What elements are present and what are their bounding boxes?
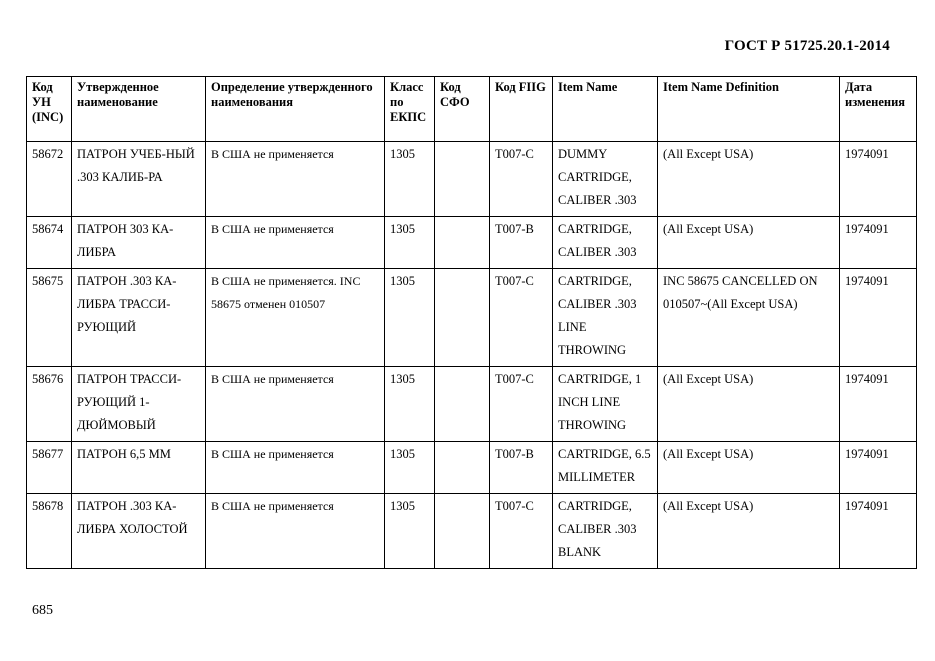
cell-item-name: CARTRIDGE, 1 INCH LINE THROWING xyxy=(553,367,658,442)
cell-class: 1305 xyxy=(385,269,435,367)
cell-sfo xyxy=(435,217,490,269)
cell-date: 1974091 xyxy=(840,442,917,494)
cell-date: 1974091 xyxy=(840,142,917,217)
cell-sfo xyxy=(435,494,490,569)
cell-item-definition: INC 58675 CANCELLED ON 010507~(All Except USA) xyxy=(658,269,840,367)
header-class-ekps: Класс по ЕКПС xyxy=(385,77,435,142)
cell-code: 58678 xyxy=(27,494,72,569)
cell-item-definition: (All Except USA) xyxy=(658,142,840,217)
cell-approved-name: ПАТРОН .303 КА-ЛИБРА ТРАССИ-РУЮЩИЙ xyxy=(72,269,206,367)
header-code-sfo: Код СФО xyxy=(435,77,490,142)
cell-code: 58675 xyxy=(27,269,72,367)
cell-approved-name: ПАТРОН .303 КА-ЛИБРА ХОЛОСТОЙ xyxy=(72,494,206,569)
cell-item-name: DUMMY CARTRIDGE, CALIBER .303 xyxy=(553,142,658,217)
cell-fiig: T007-C xyxy=(490,367,553,442)
cell-item-definition: (All Except USA) xyxy=(658,367,840,442)
cell-code: 58676 xyxy=(27,367,72,442)
cell-item-definition: (All Except USA) xyxy=(658,217,840,269)
cell-sfo xyxy=(435,442,490,494)
table-row xyxy=(27,269,917,367)
header-item-name: Item Name xyxy=(553,77,658,142)
page-number: 685 xyxy=(32,603,53,618)
cell-fiig: T007-C xyxy=(490,494,553,569)
cell-fiig: T007-B xyxy=(490,217,553,269)
cell-class: 1305 xyxy=(385,442,435,494)
cell-definition: В США не применяется xyxy=(206,442,385,494)
cell-definition: В США не применяется xyxy=(206,494,385,569)
cell-date: 1974091 xyxy=(840,217,917,269)
cell-date: 1974091 xyxy=(840,367,917,442)
cell-class: 1305 xyxy=(385,217,435,269)
header-approved-name: Утвержденное наименование xyxy=(72,77,206,142)
cell-code: 58672 xyxy=(27,142,72,217)
cell-item-name: CARTRIDGE, CALIBER .303 BLANK xyxy=(553,494,658,569)
cell-item-definition: (All Except USA) xyxy=(658,442,840,494)
cell-class: 1305 xyxy=(385,367,435,442)
cell-fiig: T007-C xyxy=(490,142,553,217)
table-header-row xyxy=(27,77,917,142)
header-definition: Определение утвержденного наименования xyxy=(206,77,385,142)
header-code-un: Код УН (INC) xyxy=(27,77,72,142)
table-row xyxy=(27,494,917,569)
cell-sfo xyxy=(435,142,490,217)
cell-approved-name: ПАТРОН 303 КА-ЛИБРА xyxy=(72,217,206,269)
cell-class: 1305 xyxy=(385,142,435,217)
cell-approved-name: ПАТРОН УЧЕБ-НЫЙ .303 КАЛИБ-РА xyxy=(72,142,206,217)
cell-code: 58677 xyxy=(27,442,72,494)
header-change-date: Дата изменения xyxy=(840,77,917,142)
cell-item-name: CARTRIDGE, CALIBER .303 xyxy=(553,217,658,269)
table-row xyxy=(27,367,917,442)
cell-class: 1305 xyxy=(385,494,435,569)
cell-definition: В США не применяется xyxy=(206,142,385,217)
cell-fiig: T007-C xyxy=(490,269,553,367)
cell-approved-name: ПАТРОН ТРАССИ-РУЮЩИЙ 1-ДЮЙМОВЫЙ xyxy=(72,367,206,442)
cell-code: 58674 xyxy=(27,217,72,269)
cell-approved-name: ПАТРОН 6,5 ММ xyxy=(72,442,206,494)
cell-sfo xyxy=(435,269,490,367)
cell-item-definition: (All Except USA) xyxy=(658,494,840,569)
cell-definition: В США не применяется. INC 58675 отменен 010507 xyxy=(206,269,385,367)
cell-item-name: CARTRIDGE, 6.5 MILLIMETER xyxy=(553,442,658,494)
catalog-table xyxy=(26,76,917,569)
cell-date: 1974091 xyxy=(840,269,917,367)
header-item-name-definition: Item Name Definition xyxy=(658,77,840,142)
table-row xyxy=(27,442,917,494)
header-code-fiig: Код FIIG xyxy=(490,77,553,142)
cell-item-name: CARTRIDGE, CALIBER .303 LINE THROWING xyxy=(553,269,658,367)
table-row xyxy=(27,217,917,269)
cell-sfo xyxy=(435,367,490,442)
cell-definition: В США не применяется xyxy=(206,367,385,442)
table-row xyxy=(27,142,917,217)
cell-date: 1974091 xyxy=(840,494,917,569)
cell-fiig: T007-B xyxy=(490,442,553,494)
document-title: ГОСТ Р 51725.20.1-2014 xyxy=(724,38,890,54)
cell-definition: В США не применяется xyxy=(206,217,385,269)
